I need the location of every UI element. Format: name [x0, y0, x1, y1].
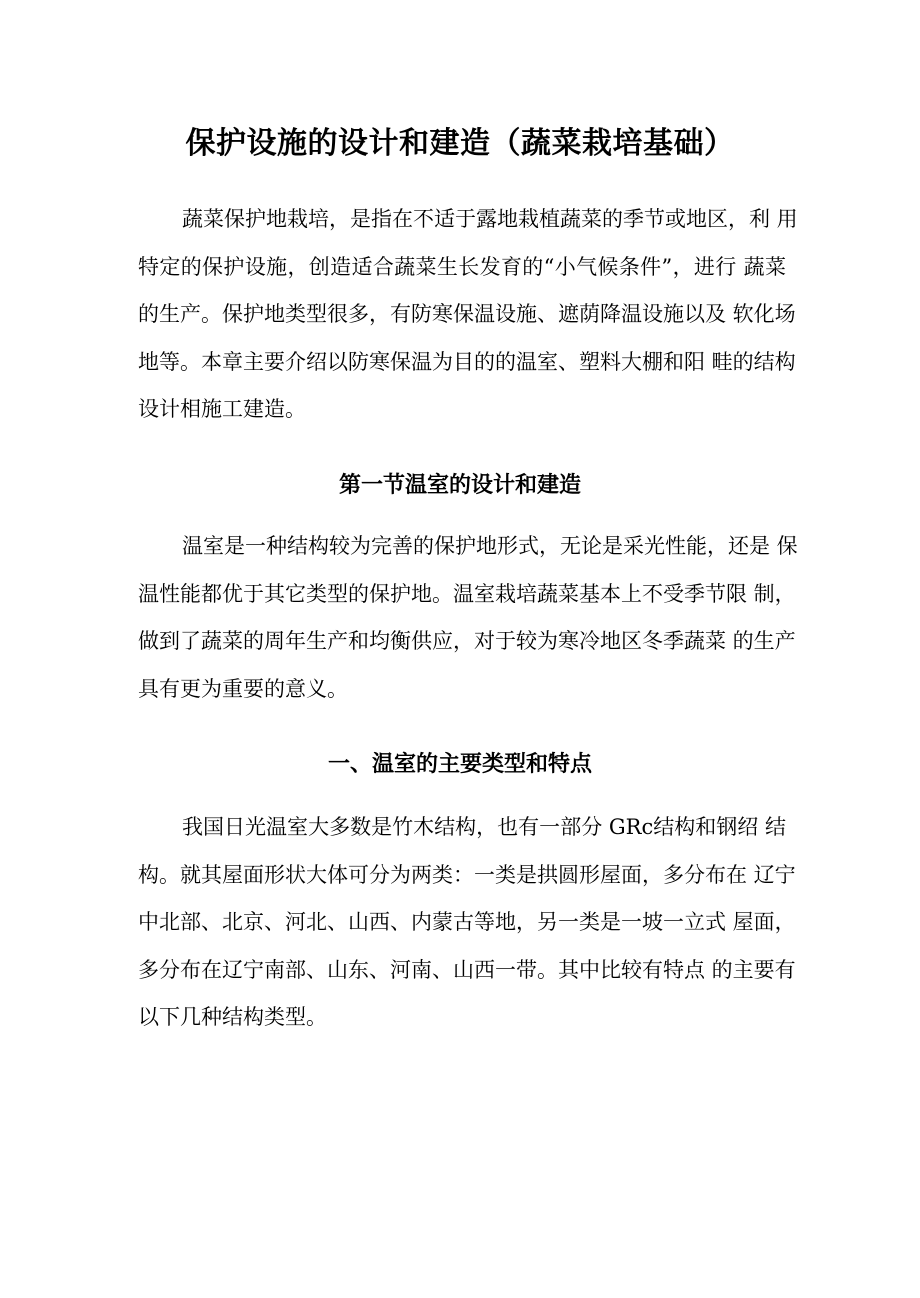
paragraph-line: 温性能都优于其它类型的保护地。温室栽培蔬菜基本上不受季节限 制， [138, 581, 796, 606]
paragraph-line: 具有更为重要的意义。 [138, 676, 348, 701]
section-paragraph [138, 523, 798, 713]
paragraph-line: 温室是一种结构较为完善的保护地形式，无论是采光性能，还是 保 [182, 534, 798, 558]
subsection-paragraph [138, 804, 796, 1042]
intro-paragraph [138, 196, 798, 434]
paragraph-line: 构。就其屋面形状大体可分为两类：一类是拱圆形屋面，多分布在 辽宁 [138, 862, 796, 887]
paragraph-line: 我国日光温室大多数是竹木结构，也有一部分 GRc结构和钢绍 结 [182, 815, 786, 839]
paragraph-line: 蔬菜保护地栽培，是指在不适于露地栽植蔬菜的季节或地区，利 用 [182, 207, 798, 231]
paragraph-line: 特定的保护设施，创造适合蔬菜生长发育的“小气候条件”，进行 蔬菜 [138, 254, 786, 279]
paragraph-line: 中北部、北京、河北、山西、内蒙古等地，另一类是一坡一立式 屋面， [138, 910, 796, 934]
paragraph-line: 设计相施工建造。 [138, 397, 306, 421]
paragraph-line: 做到了蔬菜的周年生产和均衡供应，对于较为寒冷地区冬季蔬菜 的生产 [138, 629, 796, 653]
document-title: 保护设施的设计和建造（蔬菜栽培基础） [185, 126, 735, 161]
paragraph-line: 以下几种结构类型。 [138, 1005, 327, 1029]
paragraph-line: 地等。本章主要介绍以防寒保温为目的的温室、塑料大棚和阳 畦的结构 [138, 349, 796, 374]
subsection-heading: 一、温室的主要类型和特点 [327, 752, 592, 777]
paragraph-line: 多分布在辽宁南部、山东、河南、山西一带。其中比较有特点 的主要有 [138, 957, 796, 982]
section-heading: 第一节温室的设计和建造 [338, 473, 581, 498]
paragraph-line: 的生产。保护地类型很多，有防寒保温设施、遮荫降温设施以及 软化场 [138, 302, 796, 326]
